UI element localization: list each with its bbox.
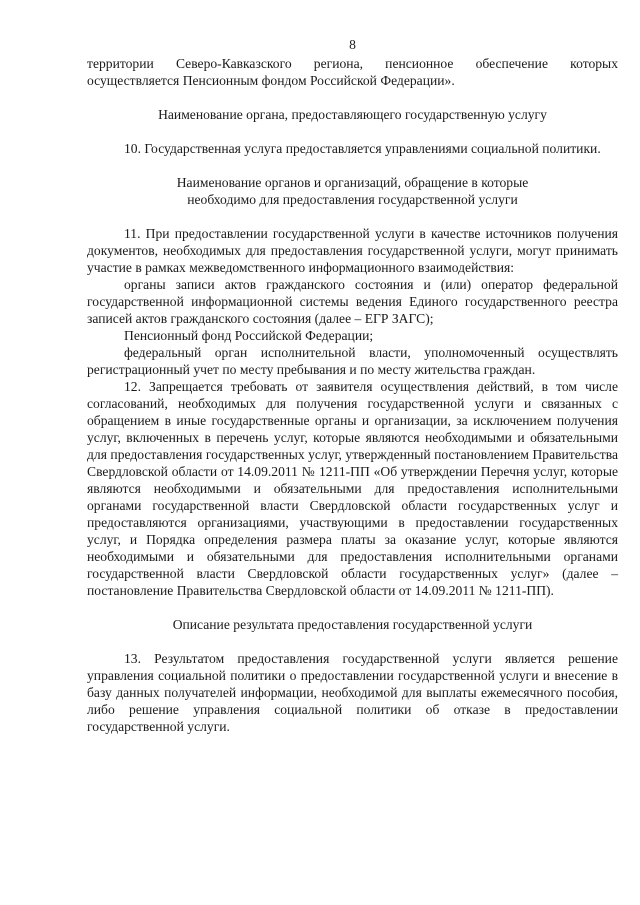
page-number: 8 [349, 37, 356, 52]
list-item-zags: органы записи актов гражданского состояния и (или) оператор федеральной государственной информационной системы ведения Единого государственного реестра записей актов гражданского состояния (далее – ЕГР ЗАГС); [87, 277, 618, 326]
section-heading-organizations-line1: Наименование органов и организаций, обращение в которые [176, 175, 529, 190]
section-heading-organizations-line2: необходимо для предоставления государственной услуги [187, 192, 518, 207]
paragraph-12: 12. Запрещается требовать от заявителя осуществления действий, в том числе согласований, необходимых для получения государственной услуги и связанных с обращением в иные государственные органы и организации, за исключением получения услуг, включенных в перечень услуг, которые являются необходимыми и обязательными для предоставления государственных услуг, утвержденный постановлением Правительства Свердловской области от 14.09.2011 № 1211-ПП «Об утверждении Перечня услуг, которые являются необходимыми и обязательными для предоставления исполнительными органами государственной власти Свердловской области государственных услуг и предоставляются организациями, участвующими в предоставлении государственных услуг, и Порядка определения размера платы за оказание услуг, которые являются необходимыми и обязательными для предоставления исполнительными органами государственной власти Свердловской области государственных услуг» (далее – постановление Правительства Свердловской области от 14.09.2011 № 1211-ПП). [87, 379, 618, 598]
paragraph-11: 11. При предоставлении государственной услуги в качестве источников получения документов, необходимых для предоставления государственной услуги, могут принимать участие в рамках межведомственного информационного взаимодействия: [87, 226, 618, 275]
document-page [87, 36, 618, 735]
list-item-pension-fund: Пенсионный фонд Российской Федерации; [124, 328, 374, 343]
list-item-federal-organ: федеральный орган исполнительной власти, уполномоченный осуществлять регистрационный учет по месту пребывания и по месту жительства граждан. [87, 345, 618, 377]
intro-paragraph: территории Северо-Кавказского региона, пенсионное обеспечение которых осуществляется Пенсионным фондом Российской Федерации». [87, 56, 618, 88]
paragraph-10: 10. Государственная услуга предоставляется управлениями социальной политики. [124, 141, 601, 156]
paragraph-13: 13. Результатом предоставления государственной услуги является решение управления социальной политики о предоставлении государственной услуги и внесение в базу данных получателей информации, необходимой для выплаты ежемесячного пособия, либо решение управления социальной политики об отказе в предоставлении государственной услуги. [87, 651, 618, 734]
section-heading-organ: Наименование органа, предоставляющего государственную услугу [158, 107, 547, 122]
section-heading-result: Описание результата предоставления государственной услуги [172, 617, 533, 632]
